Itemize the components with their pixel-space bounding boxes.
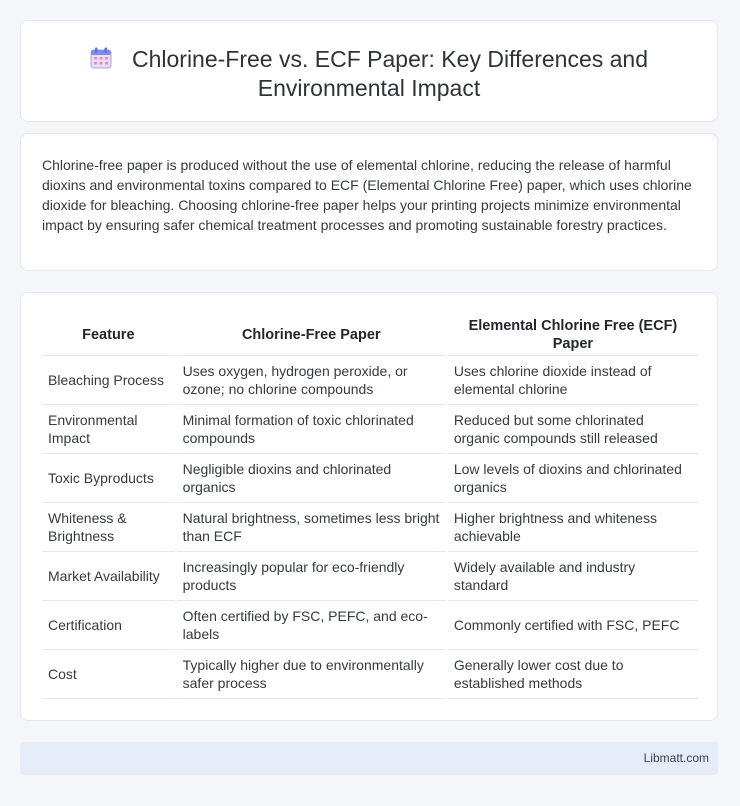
table-row (42, 650, 698, 699)
row-chlorine-free: Increasingly popular for eco-friendly products (176, 552, 447, 601)
row-chlorine-free: Natural brightness, sometimes less bright than ECF (176, 503, 447, 552)
comparison-table-card (20, 292, 718, 721)
table-header-row (42, 314, 698, 356)
row-chlorine-free: Negligible dioxins and chlorinated organics (176, 454, 447, 503)
page-title (21, 45, 717, 103)
table-row (42, 552, 698, 601)
footer-site-link[interactable]: Libmatt.com (643, 751, 709, 765)
column-header-feature: Feature (42, 314, 176, 356)
footer-bar (20, 742, 718, 775)
column-header-chlorine-free: Chlorine-Free Paper (176, 314, 447, 356)
row-feature: Bleaching Process (42, 356, 176, 405)
row-ecf: Uses chlorine dioxide instead of elemental chlorine (447, 356, 698, 405)
table-row (42, 601, 698, 650)
row-ecf: Generally lower cost due to established methods (447, 650, 698, 699)
row-feature: Environmental Impact (42, 405, 176, 454)
row-feature: Whiteness & Brightness (42, 503, 176, 552)
comparison-table (42, 314, 698, 699)
intro-card (20, 133, 718, 271)
row-feature: Market Availability (42, 552, 176, 601)
row-feature: Cost (42, 650, 176, 699)
table-row (42, 503, 698, 552)
column-header-ecf: Elemental Chlorine Free (ECF) Paper (447, 314, 698, 356)
table-row (42, 356, 698, 405)
page-title-text: Chlorine-Free vs. ECF Paper: Key Differences and Environmental Impact (131, 46, 649, 101)
calendar-icon (90, 47, 112, 69)
row-ecf: Widely available and industry standard (447, 552, 698, 601)
intro-paragraph: Chlorine-free paper is produced without the use of elemental chlorine, reducing the release of harmful dioxins and environmental toxins compared to ECF (Elemental Chlorine Free) paper, which uses chlorine dioxide for bleaching. Choosing chlorine-free paper helps your printing projects minimize environmental impact by ensuring safer chemical treatment processes and promoting sustainable forestry practices. (42, 157, 692, 233)
row-ecf: Reduced but some chlorinated organic compounds still released (447, 405, 698, 454)
row-feature: Toxic Byproducts (42, 454, 176, 503)
table-row (42, 454, 698, 503)
table-row (42, 405, 698, 454)
row-ecf: Commonly certified with FSC, PEFC (447, 601, 698, 650)
row-ecf: Low levels of dioxins and chlorinated organics (447, 454, 698, 503)
title-card (20, 20, 718, 122)
row-chlorine-free: Minimal formation of toxic chlorinated compounds (176, 405, 447, 454)
row-feature: Certification (42, 601, 176, 650)
row-chlorine-free: Uses oxygen, hydrogen peroxide, or ozone; no chlorine compounds (176, 356, 447, 405)
row-ecf: Higher brightness and whiteness achievable (447, 503, 698, 552)
row-chlorine-free: Typically higher due to environmentally safer process (176, 650, 447, 699)
row-chlorine-free: Often certified by FSC, PEFC, and eco-labels (176, 601, 447, 650)
